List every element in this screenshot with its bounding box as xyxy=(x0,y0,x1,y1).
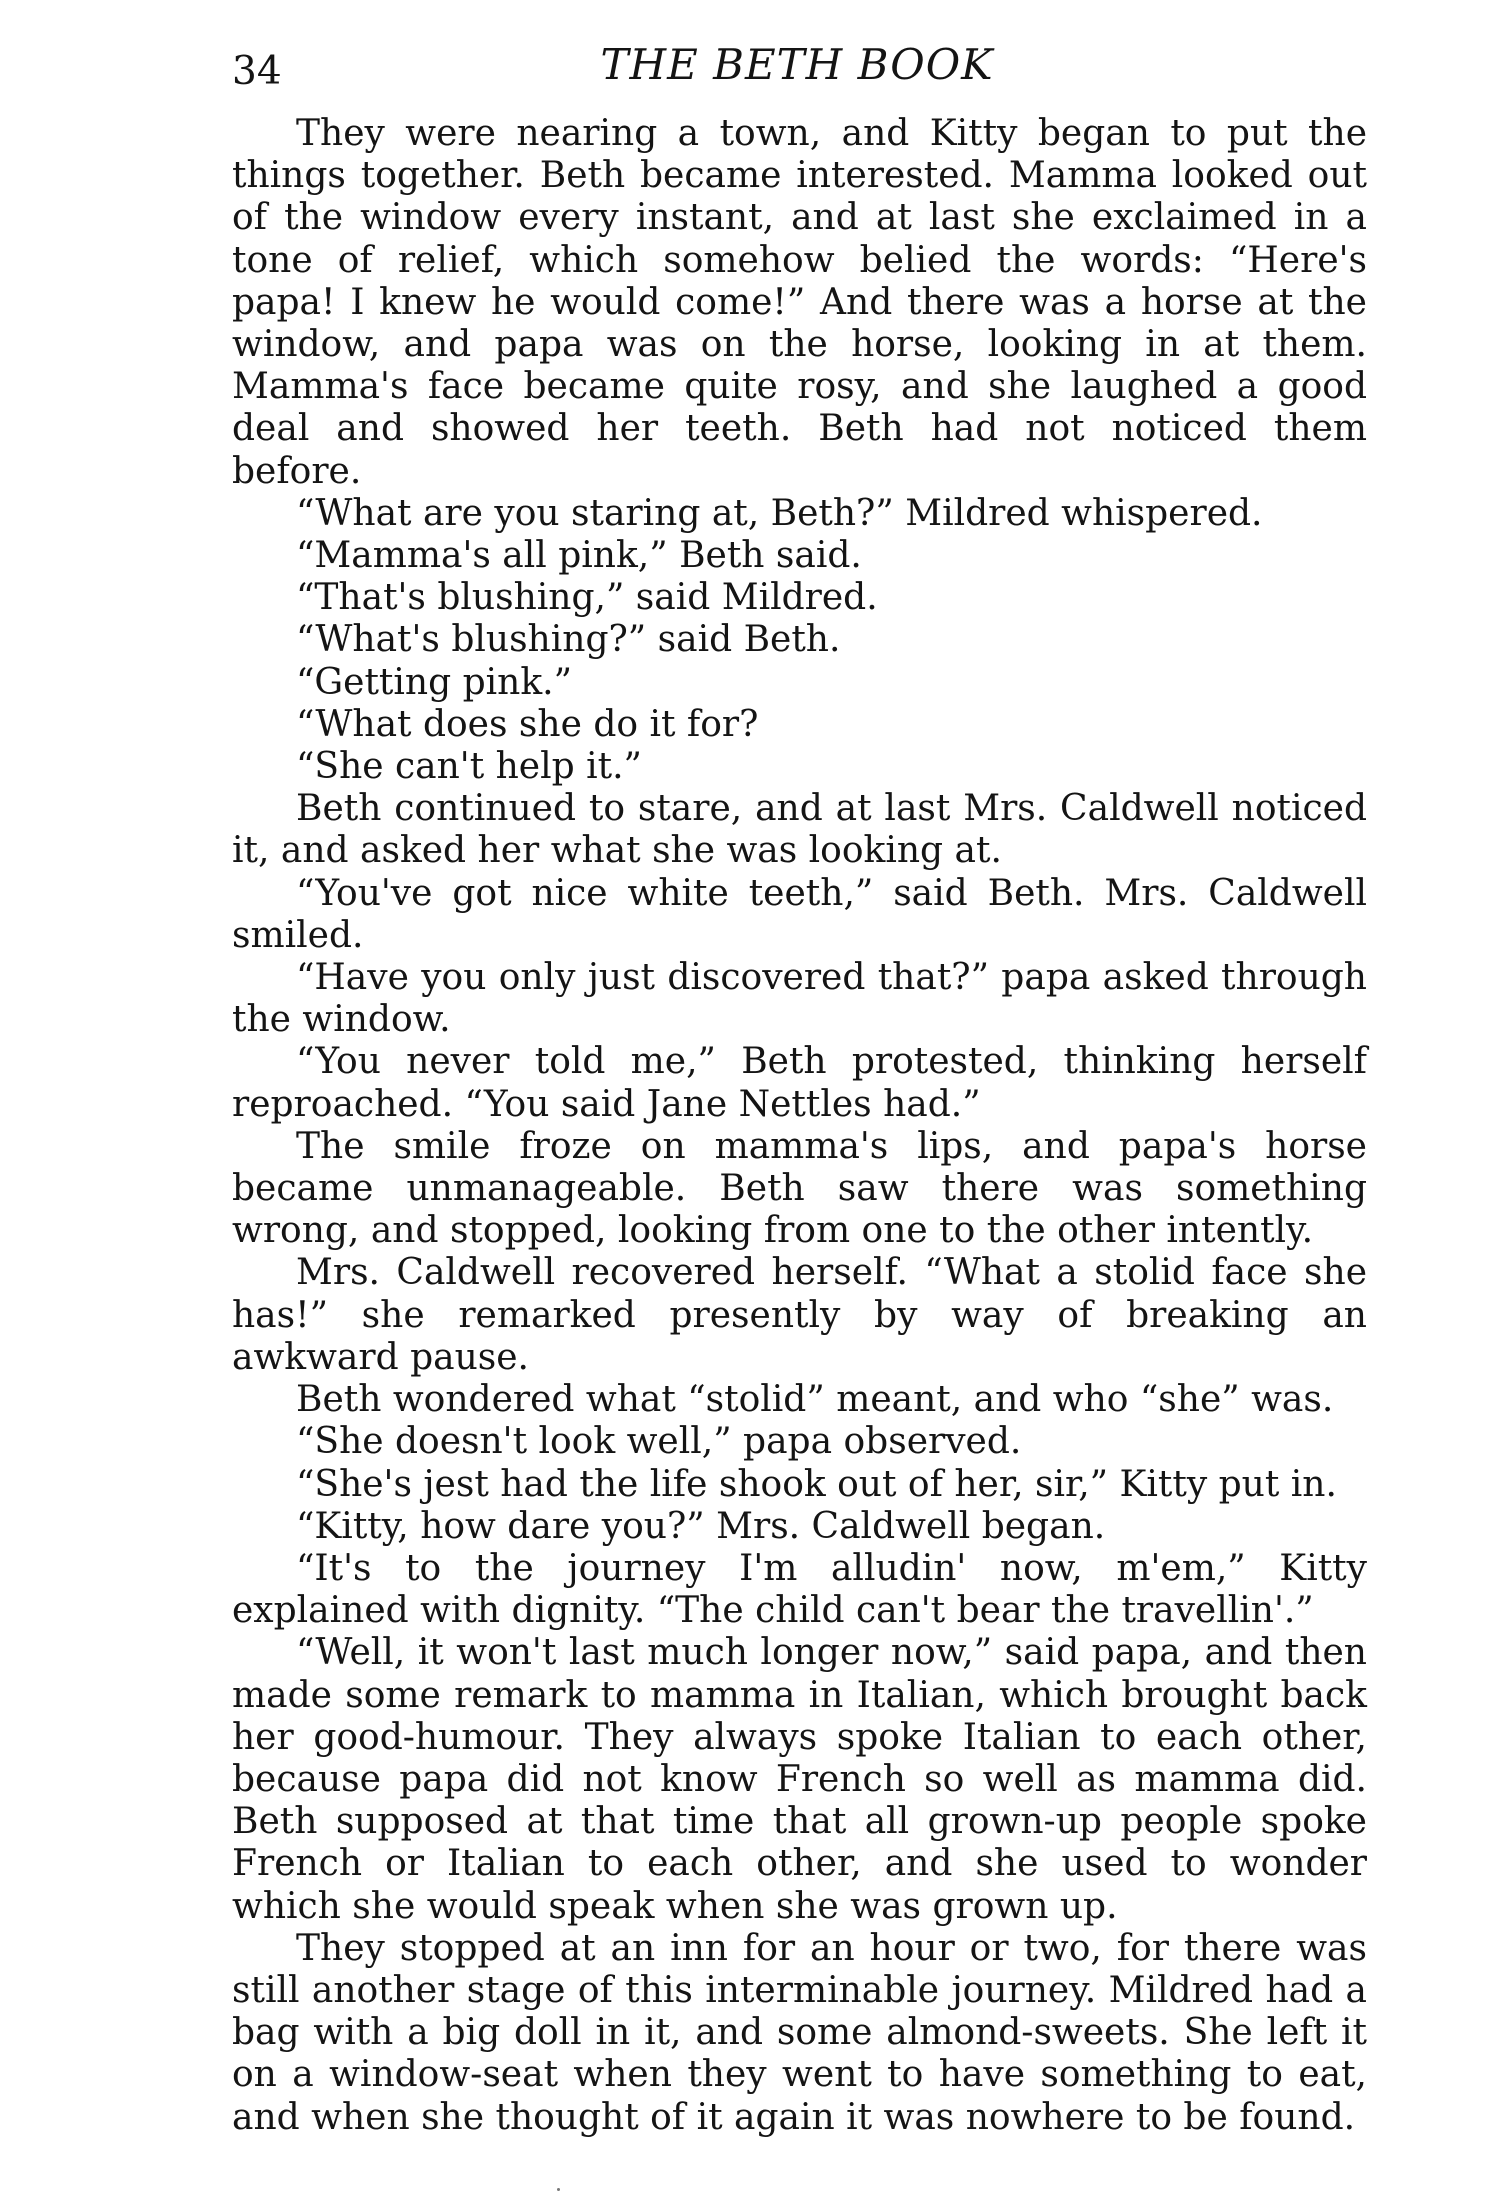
paragraph: “Mamma's all pink,” Beth said. xyxy=(296,535,862,577)
paragraph: They stopped at an inn for an hour or two, for there was still another stage of this interminable journey. Mildred had a bag with a big doll in it, and some almond-sweets. She left it on a window-seat when they went to have something to eat, and when she thought of it again it was nowhere to be found. xyxy=(232,1927,1367,2138)
paragraph: “You've got nice white teeth,” said Beth. Mrs. Caldwell smiled. xyxy=(232,872,1367,956)
paragraph: “She doesn't look well,” papa observed. xyxy=(296,1421,1022,1463)
paragraph: “What does she do it for? xyxy=(296,703,759,745)
paragraph: “That's blushing,” said Mildred. xyxy=(296,577,878,619)
body-text xyxy=(232,113,1367,2139)
paragraph: “She's jest had the life shook out of her, sir,” Kitty put in. xyxy=(296,1463,1337,1505)
paragraph: “Well, it won't last much longer now,” said papa, and then made some remark to mamma in Italian, which brought back her good-humour. They always spoke Italian to each other, because papa did not know French so well as mamma did. Beth supposed at that time that all grown-up people spoke French or Italian to each other, and she used to wonder which she would speak when she was grown up. xyxy=(232,1632,1367,1927)
paragraph: “It's to the journey I'm alludin' now, m'em,” Kitty explained with dignity. “The child can't bear the travellin'.” xyxy=(232,1547,1367,1632)
paragraph: “What are you staring at, Beth?” Mildred whispered. xyxy=(296,492,1263,534)
paragraph: “Have you only just discovered that?” papa asked through the window. xyxy=(232,957,1367,1041)
paragraph: “She can't help it.” xyxy=(296,746,642,788)
paragraph: “Kitty, how dare you?” Mrs. Caldwell began. xyxy=(296,1505,1106,1547)
paragraph: “What's blushing?” said Beth. xyxy=(296,619,841,661)
paragraph: Beth continued to stare, and at last Mrs. Caldwell noticed it, and asked her what she was looking at. xyxy=(232,788,1367,872)
paragraph: Mrs. Caldwell recovered herself. “What a stolid face she has!” she remarked presently by way of breaking an awkward pause. xyxy=(232,1252,1367,1378)
paragraph: The smile froze on mamma's lips, and papa's horse became unmanageable. Beth saw there was something wrong, and stopped, looking from one to the other intently. xyxy=(232,1125,1367,1252)
page-number: 34 xyxy=(232,49,282,94)
page-header xyxy=(232,40,1362,100)
running-title: THE BETH BOOK xyxy=(600,40,994,89)
paragraph: “You never told me,” Beth protested, thinking herself reproached. “You said Jane Nettles had.” xyxy=(232,1041,1367,1125)
print-speck xyxy=(557,2188,560,2191)
paragraph: “Getting pink.” xyxy=(296,661,572,703)
paragraph: They were nearing a town, and Kitty began to put the things together. Beth became interested. Mamma looked out of the window every instant, and at last she exclaimed in a tone of relief, which somehow belied the words: “Here's papa! I knew he would come!” And there was a horse at the window, and papa was on the horse, looking in at them. Mamma's face became quite rosy, and she laughed a good deal and showed her teeth. Beth had not noticed them before. xyxy=(232,113,1367,492)
paragraph: Beth wondered what “stolid” meant, and who “she” was. xyxy=(296,1379,1334,1421)
